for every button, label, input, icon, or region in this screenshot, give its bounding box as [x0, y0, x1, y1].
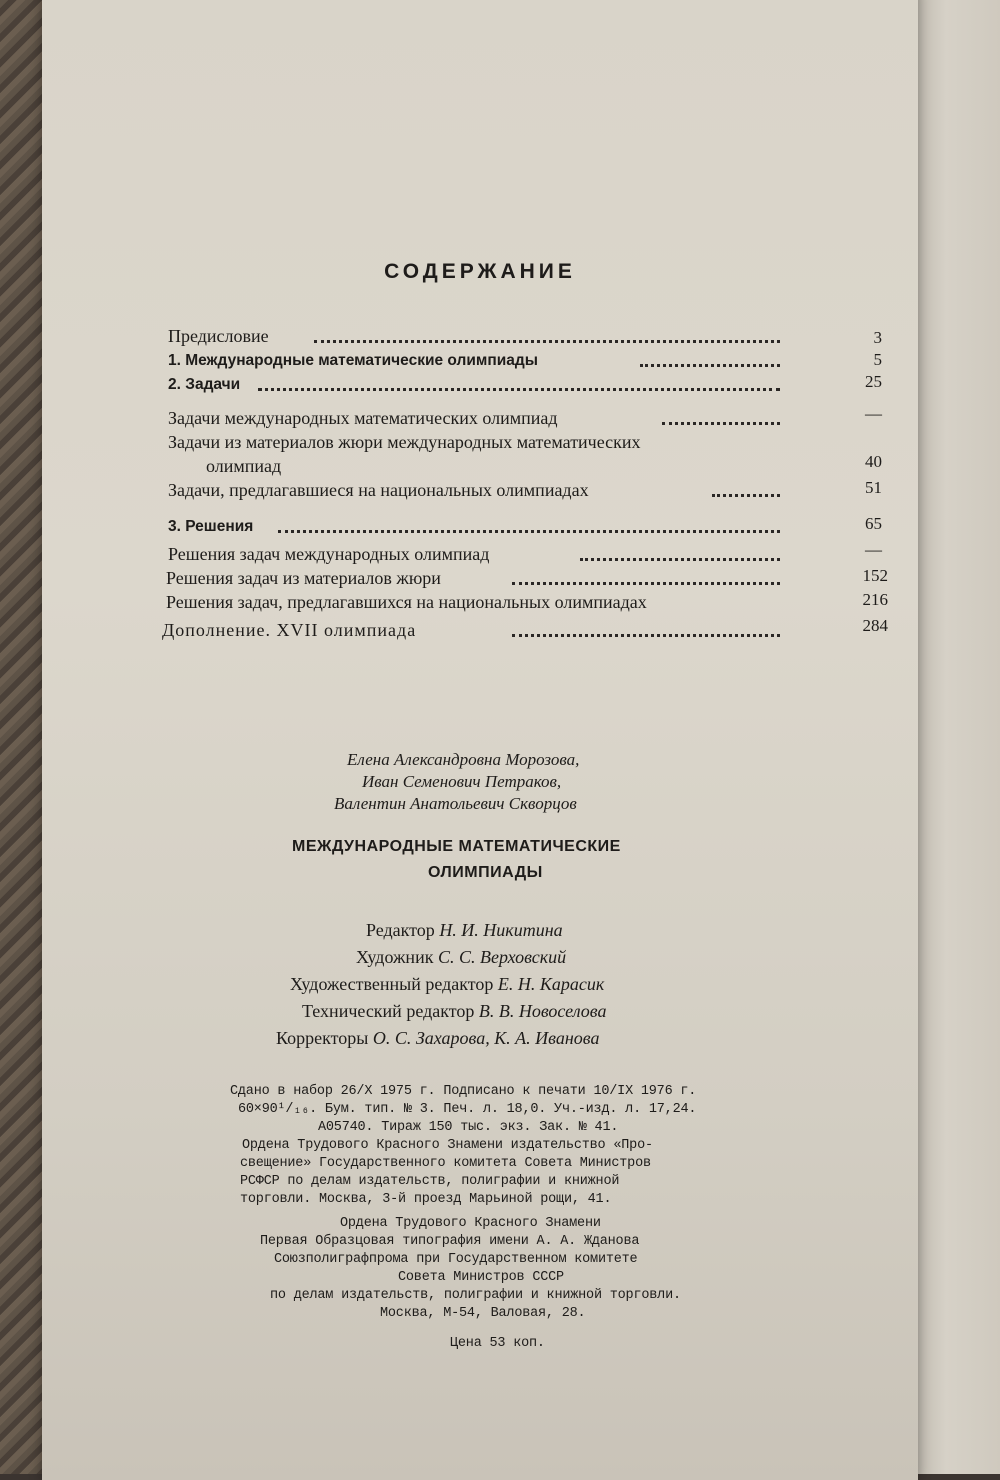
toc-entry-page: — [865, 540, 882, 559]
toc-entry-page: 284 [862, 616, 888, 635]
imprint-line: А05740. Тираж 150 тыс. экз. Зак. № 41. [318, 1120, 619, 1135]
contents-heading: СОДЕРЖАНИЕ [384, 260, 576, 283]
imprint-line: Совета Министров СССР [398, 1270, 564, 1285]
credit-line [356, 947, 566, 968]
imprint-line: Сдано в набор 26/X 1975 г. Подписано к печати 10/IX 1976 г. [230, 1084, 697, 1099]
toc-entry-page: 51 [865, 478, 882, 497]
credit-role: Художественный редактор [290, 974, 494, 994]
toc-leader [512, 634, 780, 637]
toc-leader [512, 582, 780, 585]
toc-entry-label: Задачи из материалов жюри международных математических [168, 432, 641, 452]
toc-leader [314, 340, 780, 343]
imprint-line: 60×90¹/₁₆. Бум. тип. № 3. Печ. л. 18,0. Уч.-изд. л. 17,24. [238, 1102, 697, 1117]
author-name: Елена Александровна Морозова, [347, 750, 580, 769]
credit-person: Н. И. Никитина [439, 920, 563, 940]
credit-person: О. С. Захарова, К. А. Иванова [372, 1028, 600, 1048]
credit-line [366, 920, 563, 941]
imprint-line: Москва, М-54, Валовая, 28. [380, 1306, 586, 1321]
toc-entry-page: 25 [865, 372, 882, 391]
toc-entry-page: 216 [862, 590, 888, 609]
book-title-line: МЕЖДУНАРОДНЫЕ МАТЕМАТИЧЕСКИЕ [292, 838, 621, 855]
toc-entry-page: 152 [862, 566, 888, 585]
author-name: Валентин Анатольевич Скворцов [334, 794, 577, 813]
book-page [42, 0, 918, 1480]
toc-leader [640, 364, 780, 367]
credit-person: В. В. Новоселова [478, 1001, 607, 1021]
price: Цена 53 коп. [450, 1336, 545, 1351]
toc-entry-label: Решения задач из материалов жюри [166, 568, 441, 588]
credit-line [302, 1001, 606, 1022]
credit-role: Редактор [366, 920, 435, 940]
toc-entry-label: Предисловие [168, 326, 269, 346]
toc-entry-label: Дополнение. XVII олимпиада [162, 620, 417, 640]
toc-leader [580, 558, 780, 561]
toc-entry-page: 65 [865, 514, 882, 533]
credit-line [276, 1028, 599, 1049]
imprint-line: Ордена Трудового Красного Знамени издательство «Про- [242, 1138, 653, 1153]
imprint-line: по делам издательств, полиграфии и книжной торговли. [270, 1288, 681, 1303]
adjacent-page [910, 0, 1000, 1474]
imprint-line: свещение» Государственного комитета Совета Министров [240, 1156, 651, 1171]
credit-role: Художник [356, 947, 434, 967]
credit-role: Технический редактор [302, 1001, 475, 1021]
credit-person: С. С. Верховский [437, 947, 567, 967]
imprint-line: торговли. Москва, 3-й проезд Марьиной рощи, 41. [240, 1192, 612, 1207]
toc-leader [258, 388, 780, 391]
imprint-line: Ордена Трудового Красного Знамени [340, 1216, 601, 1231]
toc-leader [662, 422, 780, 425]
book-title-line: ОЛИМПИАДЫ [428, 864, 543, 881]
toc-entry-label: 3. Решения [168, 518, 254, 535]
toc-entry-label: Задачи международных математических олимпиад [168, 408, 558, 428]
imprint-line: РСФСР по делам издательств, полиграфии и книжной [240, 1174, 620, 1189]
toc-entry-page: 40 [865, 452, 882, 471]
toc-leader [278, 530, 780, 533]
toc-entry-label: 1. Международные математические олимпиады [168, 352, 538, 369]
toc-entry-label-continued: олимпиад [206, 456, 282, 476]
credit-line [290, 974, 604, 995]
toc-entry-page: 3 [873, 328, 882, 347]
toc-leader [712, 494, 780, 497]
credit-role: Корректоры [276, 1028, 369, 1048]
toc-entry-page: — [865, 404, 882, 423]
toc-entry-page: 5 [873, 350, 882, 369]
imprint-line: Союзполиграфпрома при Государственном комитете [274, 1252, 638, 1267]
toc-entry-label: Решения задач международных олимпиад [168, 544, 490, 564]
author-name: Иван Семенович Петраков, [362, 772, 562, 791]
credit-person: Е. Н. Карасик [497, 974, 605, 994]
imprint-line: Первая Образцовая типография имени А. А. Жданова [260, 1234, 640, 1249]
toc-entry-label: Решения задач, предлагавшихся на национальных олимпиадах [166, 592, 647, 612]
toc-entry-label: 2. Задачи [168, 376, 241, 393]
toc-entry-label: Задачи, предлагавшиеся на национальных олимпиадах [168, 480, 589, 500]
